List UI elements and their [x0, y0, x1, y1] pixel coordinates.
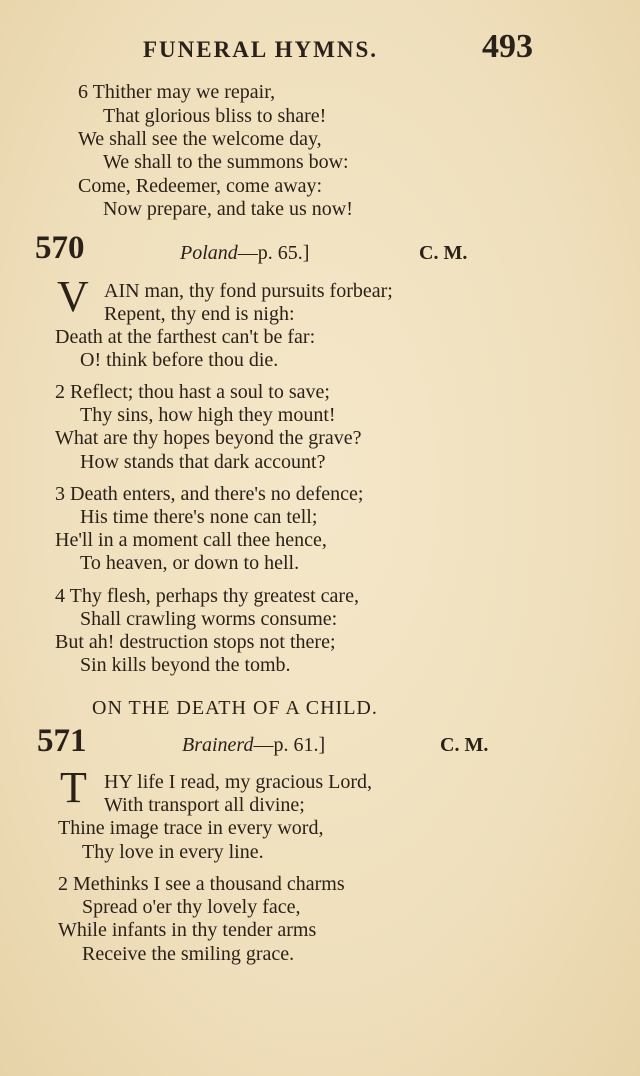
verse-line: With transport all divine;: [104, 794, 305, 816]
verse-line: Come, Redeemer, come away:: [78, 175, 323, 197]
tune-page: —p. 61.]: [253, 734, 326, 756]
verse-line: He'll in a moment call thee hence,: [55, 529, 327, 551]
verse-line: That glorious bliss to share!: [103, 105, 327, 127]
verse-line: But ah! destruction stops not there;: [55, 631, 336, 653]
hymn-number: 571: [37, 723, 87, 759]
verse-line: AIN man, thy fond pursuits forbear;: [104, 280, 393, 302]
verse-line: How stands that dark account?: [80, 451, 326, 473]
drop-cap: T: [60, 763, 87, 812]
verse-line: Now prepare, and take us now!: [103, 198, 353, 220]
tune-reference: [182, 734, 325, 757]
verse-line: 2 Reflect; thou hast a soul to save;: [55, 381, 330, 403]
verse-line: What are thy hopes beyond the grave?: [55, 427, 362, 449]
page-number: 493: [482, 28, 533, 65]
hymn-number: 570: [35, 230, 85, 266]
hymn-meter: C. M.: [419, 242, 468, 264]
verse-line: 2 Methinks I see a thousand charms: [58, 873, 345, 895]
verse-line: While infants in thy tender arms: [58, 919, 317, 941]
verse-line: Receive the smiling grace.: [82, 943, 295, 965]
verse-line: Thine image trace in every word,: [58, 817, 324, 839]
tune-name: Brainerd: [182, 734, 254, 756]
verse-line: We shall to the summons bow:: [103, 151, 349, 173]
tune-page: —p. 65.]: [237, 242, 310, 264]
verse-line: 6 Thither may we repair,: [78, 81, 276, 103]
verse-line: Thy love in every line.: [82, 841, 264, 863]
verse-line: Thy sins, how high they mount!: [80, 404, 336, 426]
hymn-meter: C. M.: [440, 734, 489, 756]
tune-name: Poland: [180, 242, 238, 264]
verse-line: Sin kills beyond the tomb.: [80, 654, 291, 676]
verse-line: 3 Death enters, and there's no defence;: [55, 483, 364, 505]
verse-line: O! think before thou die.: [80, 349, 279, 371]
verse-line: HY life I read, my gracious Lord,: [104, 771, 373, 793]
drop-cap: V: [57, 272, 89, 321]
verse-line: We shall see the welcome day,: [78, 128, 322, 150]
running-header-title: FUNERAL HYMNS.: [143, 37, 379, 62]
verse-line: Shall crawling worms consume:: [80, 608, 338, 630]
tune-reference: [180, 242, 309, 265]
verse-line: To heaven, or down to hell.: [80, 552, 300, 574]
verse-line: His time there's none can tell;: [80, 506, 318, 528]
verse-line: Death at the farthest can't be far:: [55, 326, 316, 348]
verse-line: Repent, thy end is nigh:: [104, 303, 295, 325]
verse-line: 4 Thy flesh, perhaps thy greatest care,: [55, 585, 359, 607]
verse-line: Spread o'er thy lovely face,: [82, 896, 301, 918]
section-title: ON THE DEATH OF A CHILD.: [92, 697, 378, 719]
